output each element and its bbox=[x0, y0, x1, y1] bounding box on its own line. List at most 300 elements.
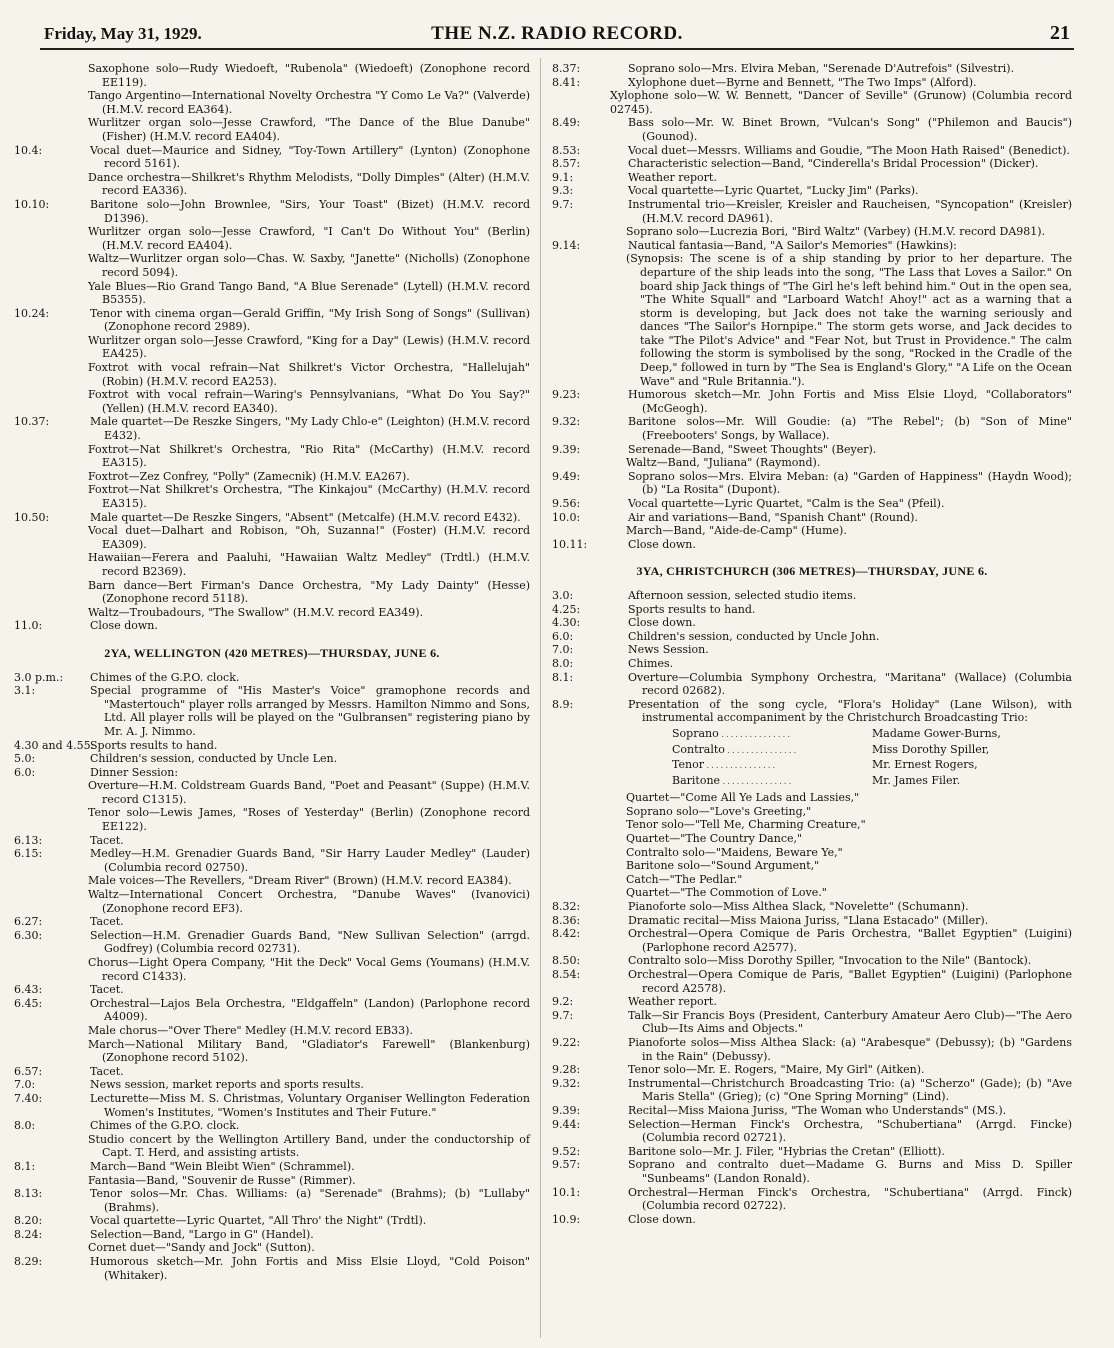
programme-entry bbox=[552, 643, 1072, 657]
programme-entry bbox=[552, 603, 1072, 617]
voice-part: Tenor . . . bbox=[672, 758, 872, 774]
entry-time: 8.36: bbox=[552, 913, 581, 927]
entry-time: 3.0 p.m.: bbox=[14, 670, 64, 684]
programme-entry bbox=[552, 657, 1072, 671]
programme-entry bbox=[552, 1158, 1072, 1185]
entry-time: 9.14: bbox=[552, 238, 581, 252]
entry-time: 7.0: bbox=[552, 643, 574, 657]
programme-entry bbox=[14, 888, 530, 915]
entry-time: 3.1: bbox=[14, 684, 36, 698]
entry-text: Humorous sketch—Mr. John Fortis and Miss Elsie Lloyd, "Cold Poison" (Whitaker). bbox=[90, 1255, 530, 1282]
entry-text: Soprano solo—Mrs. Elvira Meban, "Serenade D'Autrefois" (Silvestri). bbox=[628, 62, 1015, 75]
entry-text: Tango Argentino—International Novelty Orchestra "Y Como Le Va?" (Valverde) (H.M.V. record EA364). bbox=[88, 89, 530, 116]
programme-entry bbox=[14, 779, 530, 806]
entry-time: 6.43: bbox=[14, 983, 43, 997]
entry-text: Sports results to hand. bbox=[628, 602, 756, 616]
entry-text: Foxtrot with vocal refrain—Nat Shilkret's Victor Orchestra, "Hallelujah" (Robin) (H.M.V. record EA253). bbox=[88, 361, 530, 388]
entry-text: Wurlitzer organ solo—Jesse Crawford, "The Dance of the Blue Danube" (Fisher) (H.M.V. record EA404). bbox=[88, 116, 530, 143]
programme-entry bbox=[14, 956, 530, 983]
programme-entry bbox=[552, 968, 1072, 995]
programme-entry bbox=[14, 280, 530, 307]
entry-text: Orchestral—Lajos Bela Orchestra, "Eldgaffeln" (Landon) (Parlophone record A4009). bbox=[90, 996, 530, 1024]
programme-entry bbox=[14, 983, 530, 997]
programme-entry bbox=[552, 589, 1072, 603]
entry-time: 8.57: bbox=[552, 157, 581, 171]
programme-entry bbox=[14, 1187, 530, 1214]
3ya-listings-part1 bbox=[552, 589, 1072, 725]
entry-text: Pianoforte solo—Miss Althea Slack, "Novelette" (Schumann). bbox=[628, 900, 969, 914]
entry-time: 9.49: bbox=[552, 469, 581, 483]
entry-text: Tacet. bbox=[90, 1064, 124, 1078]
programme-entry bbox=[14, 524, 530, 551]
entry-time: 8.20: bbox=[14, 1214, 43, 1228]
entry-time: 7.40: bbox=[14, 1091, 43, 1105]
programme-entry bbox=[552, 198, 1072, 225]
entry-time: 10.10: bbox=[14, 197, 50, 211]
programme-entry bbox=[552, 873, 1072, 887]
programme-entry bbox=[552, 927, 1072, 954]
trio-cast-list bbox=[672, 727, 1072, 789]
entry-text: Vocal quartette—Lyric Quartet, "Calm is the Sea" (Pfeil). bbox=[628, 497, 945, 510]
programme-entry bbox=[14, 388, 530, 415]
programme-entry bbox=[552, 1186, 1072, 1213]
entry-text: Hawaiian—Ferera and Paaluhi, "Hawaiian Waltz Medley" (Trdtl.) (H.M.V. record B2369). bbox=[88, 551, 530, 578]
entry-text: Close down. bbox=[628, 1212, 696, 1226]
programme-entry bbox=[14, 198, 530, 225]
entry-time: 10.11: bbox=[552, 537, 588, 551]
entry-text: Foxtrot with vocal refrain—Waring's Pennsylvanians, "What Do You Say?" (Yellen) (H.M.V. record EA340). bbox=[88, 388, 530, 415]
entry-text: Nautical fantasia—Band, "A Sailor's Memories" (Hawkins): bbox=[628, 238, 957, 252]
entry-text: Presentation of the song cycle, "Flora's Holiday" (Lane Wilson), with instrumental accompaniment by the Christchurch Broadcasting Trio: bbox=[628, 697, 1072, 725]
programme-entry bbox=[14, 997, 530, 1024]
entry-time: 8.13: bbox=[14, 1187, 43, 1201]
cast-row bbox=[672, 758, 1072, 774]
entry-time: 6.15: bbox=[14, 847, 43, 861]
entry-time: 10.50: bbox=[14, 510, 50, 524]
entry-text: Children's session, conducted by Uncle John. bbox=[628, 629, 880, 643]
programme-entry bbox=[14, 1255, 530, 1282]
entry-text: Foxtrot—Nat Shilkret's Orchestra, "Rio Rita" (McCarthy) (H.M.V. record EA315). bbox=[88, 442, 530, 470]
programme-entry bbox=[14, 929, 530, 956]
singer-name: Mr. Ernest Rogers, bbox=[872, 758, 978, 772]
entry-time: 6.30: bbox=[14, 928, 43, 942]
programme-entry bbox=[14, 619, 530, 633]
programme-entry bbox=[552, 524, 1072, 538]
entry-time: 8.42: bbox=[552, 927, 581, 941]
entry-time: 10.0: bbox=[552, 510, 581, 524]
entry-time: 4.30: bbox=[552, 616, 581, 630]
programme-entry bbox=[552, 497, 1072, 511]
entry-text: News Session. bbox=[628, 643, 709, 657]
entry-time: 8.1: bbox=[552, 670, 574, 684]
programme-entry bbox=[14, 225, 530, 252]
entry-text: Barn dance—Bert Firman's Dance Orchestra, "My Lady Dainty" (Hesse) (Zonophone record 5118). bbox=[88, 578, 530, 606]
programme-entry bbox=[552, 76, 1072, 90]
programme-entry bbox=[552, 157, 1072, 171]
programme-entry bbox=[14, 1078, 530, 1092]
entry-text: Chorus—Light Opera Company, "Hit the Deck" Vocal Gems (Youmans) (H.M.V. record C1433). bbox=[88, 956, 530, 983]
entry-time: 8.29: bbox=[14, 1255, 43, 1269]
programme-entry bbox=[552, 832, 1072, 846]
programme-entry bbox=[14, 915, 530, 929]
programme-entry bbox=[14, 415, 530, 442]
entry-text: Tenor solo—Mr. E. Rogers, "Maire, My Girl" (Aitken). bbox=[628, 1063, 925, 1077]
entry-time: 6.0: bbox=[552, 629, 574, 643]
programme-entry bbox=[552, 1063, 1072, 1077]
entry-text: Orchestral—Opera Comique de Paris Orchestra, "Ballet Egyptien" (Luigini) (Parlophone record A2577). bbox=[628, 927, 1072, 954]
entry-time: 9.32: bbox=[552, 415, 581, 429]
entry-text: Quartet—"The Country Dance," bbox=[626, 832, 803, 846]
entry-text: Overture—Columbia Symphony Orchestra, "Maritana" (Wallace) (Columbia record 02682). bbox=[628, 670, 1072, 698]
voice-part: Contralto . . . bbox=[672, 743, 872, 759]
entry-time: 6.27: bbox=[14, 915, 43, 929]
programme-entry bbox=[552, 62, 1072, 76]
entry-time: 8.53: bbox=[552, 143, 581, 157]
programme-entry bbox=[14, 307, 530, 334]
entry-text: Yale Blues—Rio Grand Tango Band, "A Blue Serenade" (Lytell) (H.M.V. record B5355). bbox=[88, 279, 530, 307]
entry-text: Pianoforte solos—Miss Althea Slack: (a) "Arabesque" (Debussy); (b) "Gardens in the Rain" (Debussy). bbox=[628, 1035, 1072, 1063]
entry-time: 6.57: bbox=[14, 1064, 43, 1078]
entry-text: Soprano solo—"Love's Greeting," bbox=[626, 804, 812, 818]
entry-text: Vocal duet—Dalhart and Robison, "Oh, Suzanna!" (Foster) (H.M.V. record EA309). bbox=[88, 524, 530, 551]
programme-entry bbox=[552, 443, 1072, 457]
entry-time: 8.0: bbox=[14, 1119, 36, 1133]
entry-text: Instrumental trio—Kreisler, Kreisler and Raucheisen, "Syncopation" (Kreisler) (H.M.V. record DA961). bbox=[628, 197, 1072, 225]
programme-entry bbox=[552, 859, 1072, 873]
programme-entry bbox=[552, 89, 1072, 116]
entry-text: Quartet—"The Commotion of Love." bbox=[626, 886, 827, 900]
programme-entry bbox=[552, 1145, 1072, 1159]
entry-text: Chimes. bbox=[628, 656, 674, 670]
singer-name: Mr. James Filer. bbox=[872, 773, 961, 787]
programme-entry bbox=[14, 766, 530, 780]
entry-time: 8.37: bbox=[552, 62, 581, 75]
programme-entry bbox=[552, 1077, 1072, 1104]
entry-text: Orchestral—Opera Comique de Paris, "Ballet Egyptien" (Luigini) (Parlophone record A2578). bbox=[628, 968, 1072, 995]
entry-text: Medley—H.M. Grenadier Guards Band, "Sir Harry Lauder Medley" (Lauder) (Columbia record 02750). bbox=[90, 847, 530, 874]
entry-text: Vocal quartette—Lyric Quartet, "Lucky Jim" (Parks). bbox=[628, 184, 919, 198]
entry-time: 9.3: bbox=[552, 184, 574, 198]
programme-entry bbox=[552, 456, 1072, 470]
programme-entry bbox=[552, 470, 1072, 497]
entry-time: 6.13: bbox=[14, 833, 43, 847]
programme-entry bbox=[552, 698, 1072, 725]
programme-entry bbox=[14, 834, 530, 848]
programme-entry bbox=[552, 886, 1072, 900]
entry-text: Children's session, conducted by Uncle Len. bbox=[90, 752, 338, 766]
programme-entry bbox=[14, 62, 530, 89]
programme-entry bbox=[552, 846, 1072, 860]
programme-entry bbox=[552, 791, 1072, 805]
newspaper-title: THE N.Z. RADIO RECORD. bbox=[431, 23, 683, 44]
programme-entry bbox=[552, 671, 1072, 698]
entry-text: Quartet—"Come All Ye Lads and Lassies," bbox=[626, 791, 860, 805]
entry-time: 8.50: bbox=[552, 954, 581, 968]
singer-name: Miss Dorothy Spiller, bbox=[872, 742, 990, 756]
page-number: 21 bbox=[1050, 22, 1070, 44]
entry-time: 9.52: bbox=[552, 1144, 581, 1158]
singer-name: Madame Gower-Burns, bbox=[872, 726, 1001, 740]
entry-text: March—Band, "Aide-de-Camp" (Hume). bbox=[626, 524, 847, 538]
entry-text: Soprano and contralto duet—Madame G. Burns and Miss D. Spiller "Sunbeams" (Landon Ronald). bbox=[628, 1158, 1072, 1185]
entry-text: Dinner Session: bbox=[90, 765, 179, 779]
programme-entry bbox=[14, 252, 530, 279]
programme-entry bbox=[14, 739, 530, 753]
programme-entry bbox=[14, 684, 530, 738]
entry-text: Close down. bbox=[628, 616, 696, 630]
programme-entry bbox=[14, 847, 530, 874]
entry-text: Orchestral—Herman Finck's Orchestra, "Schubertiana" (Arrgd. Finck) (Columbia record 02722). bbox=[628, 1185, 1072, 1213]
entry-time: 8.24: bbox=[14, 1227, 43, 1241]
entry-time: 9.32: bbox=[552, 1076, 581, 1090]
entry-time: 9.57: bbox=[552, 1158, 581, 1172]
programme-entry bbox=[14, 334, 530, 361]
entry-text: Baritone solo—Mr. J. Filer, "Hybrias the Cretan" (Elliott). bbox=[628, 1144, 945, 1158]
entry-text: Tenor solo—"Tell Me, Charming Creature," bbox=[626, 818, 866, 832]
entry-text: Instrumental—Christchurch Broadcasting Trio: (a) "Scherzo" (Gade); (b) "Ave Maris Stella" (Grieg); (c) "One Spring Morning" (Lind). bbox=[628, 1076, 1072, 1104]
entry-text: Tacet. bbox=[90, 833, 124, 847]
entry-text: Soprano solos—Mrs. Elvira Meban: (a) "Garden of Happiness" (Haydn Wood); (b) "La Rosita" (Dupont). bbox=[628, 469, 1072, 497]
entry-time: 10.37: bbox=[14, 415, 50, 429]
entry-text: Overture—H.M. Coldstream Guards Band, "Poet and Peasant" (Suppe) (H.M.V. record C1315). bbox=[88, 779, 530, 806]
entry-text: Contralto solo—Miss Dorothy Spiller, "Invocation to the Nile" (Bantock). bbox=[628, 954, 1032, 968]
entry-time: 9.39: bbox=[552, 1103, 581, 1117]
programme-entry bbox=[14, 1228, 530, 1242]
programme-entry bbox=[14, 1133, 530, 1160]
entry-text: Lecturette—Miss M. S. Christmas, Voluntary Organiser Wellington Federation Women's Institutes, "Women's Institutes and Their Future." bbox=[90, 1091, 530, 1119]
programme-entry bbox=[552, 511, 1072, 525]
entry-time: 9.23: bbox=[552, 388, 581, 402]
station-heading-2ya: 2YA, WELLINGTON (420 METRES)—THURSDAY, JUNE 6. bbox=[104, 645, 440, 660]
entry-time: 8.0: bbox=[552, 656, 574, 670]
programme-entry bbox=[552, 538, 1072, 552]
programme-entry bbox=[552, 1118, 1072, 1145]
programme-entry bbox=[552, 630, 1072, 644]
entry-time: 9.44: bbox=[552, 1117, 581, 1131]
programme-entry bbox=[14, 579, 530, 606]
programme-entry bbox=[552, 616, 1072, 630]
entry-text: Xylophone solo—W. W. Bennett, "Dancer of Seville" (Grunow) (Columbia record 02745). bbox=[610, 89, 1072, 116]
2ya-listings bbox=[14, 671, 530, 1283]
entry-time: 10.1: bbox=[552, 1185, 581, 1199]
entry-text: News session, market reports and sports results. bbox=[90, 1078, 364, 1092]
entry-text: March—National Military Band, "Gladiator's Farewell" (Blankenburg) (Zonophone record 5102). bbox=[88, 1037, 530, 1065]
entry-time: 10.24: bbox=[14, 306, 50, 320]
programme-entry bbox=[14, 806, 530, 833]
entry-text: Tenor with cinema organ—Gerald Griffin, "My Irish Song of Songs" (Sullivan) (Zonophone record 2989). bbox=[90, 306, 530, 334]
entry-text: Characteristic selection—Band, "Cinderella's Bridal Procession" (Dicker). bbox=[628, 157, 1039, 171]
programme-entry bbox=[552, 900, 1072, 914]
programme-entry bbox=[14, 1119, 530, 1133]
issue-date: Friday, May 31, 1929. bbox=[44, 24, 202, 43]
entry-time: 9.22: bbox=[552, 1035, 581, 1049]
entry-text: Weather report. bbox=[628, 995, 717, 1009]
entry-text: Sports results to hand. bbox=[90, 738, 218, 752]
programme-entry bbox=[552, 144, 1072, 158]
programme-entry bbox=[14, 752, 530, 766]
entry-time: 7.0: bbox=[14, 1078, 36, 1092]
entry-text: Waltz—Wurlitzer organ solo—Chas. W. Saxby, "Janette" (Nicholls) (Zonophone record 5094). bbox=[88, 252, 530, 279]
1ya-continued-listings bbox=[14, 62, 530, 633]
column-divider bbox=[540, 58, 541, 1338]
entry-text: Tenor solos—Mr. Chas. Williams: (a) "Serenade" (Brahms); (b) "Lullaby" (Brahms). bbox=[90, 1187, 530, 1214]
entry-text: Waltz—International Concert Orchestra, "Danube Waves" (Ivanovici) (Zonophone record EF3). bbox=[88, 888, 530, 915]
entry-time: 8.32: bbox=[552, 900, 581, 914]
programme-entry bbox=[552, 252, 1072, 388]
entry-text: Close down. bbox=[628, 537, 696, 551]
voice-part: Baritone . . . bbox=[672, 774, 872, 790]
entry-text: Weather report. bbox=[628, 170, 717, 184]
programme-entry bbox=[552, 914, 1072, 928]
programme-entry bbox=[552, 1036, 1072, 1063]
entry-time: 8.1: bbox=[14, 1159, 36, 1173]
programme-entry bbox=[552, 1009, 1072, 1036]
entry-text: Vocal quartette—Lyric Quartet, "All Thro' the Night" (Trdtl). bbox=[90, 1214, 427, 1228]
entry-time: 8.9: bbox=[552, 697, 574, 711]
programme-entry bbox=[552, 805, 1072, 819]
entry-text: Cornet duet—"Sandy and Jock" (Sutton). bbox=[88, 1241, 315, 1255]
entry-text: Chimes of the G.P.O. clock. bbox=[90, 1119, 240, 1133]
entry-time: 10.9: bbox=[552, 1212, 581, 1226]
programme-entry bbox=[14, 443, 530, 470]
entry-time: 9.39: bbox=[552, 442, 581, 456]
programme-entry bbox=[14, 874, 530, 888]
entry-text: Tacet. bbox=[90, 983, 124, 997]
programme-entry bbox=[14, 1214, 530, 1228]
entry-time: 8.41: bbox=[552, 75, 581, 89]
entry-text: Bass solo—Mr. W. Binet Brown, "Vulcan's Song" ("Philemon and Baucis") (Gounod). bbox=[628, 116, 1072, 143]
voice-part: Soprano . . . bbox=[672, 727, 872, 743]
entry-text: Male quartet—De Reszke Singers, "Absent" (Metcalfe) (H.M.V. record E432). bbox=[90, 510, 521, 524]
entry-time: 10.4: bbox=[14, 143, 43, 157]
entry-text: Male voices—The Revellers, "Dream River" (Brown) (H.M.V. record EA384). bbox=[88, 874, 512, 888]
programme-entry bbox=[14, 1065, 530, 1079]
entry-text: Wurlitzer organ solo—Jesse Crawford, "I Can't Do Without You" (Berlin) (H.M.V. record EA404). bbox=[88, 225, 530, 252]
programme-entry bbox=[14, 671, 530, 685]
entry-text: Dramatic recital—Miss Maiona Juriss, "Llana Estacado" (Miller). bbox=[628, 913, 989, 927]
programme-entry bbox=[552, 954, 1072, 968]
programme-entry bbox=[14, 1024, 530, 1038]
entry-time: 9.28: bbox=[552, 1063, 581, 1077]
entry-time: 3.0: bbox=[552, 588, 574, 602]
entry-text: Talk—Sir Francis Boys (President, Canterbury Amateur Aero Club)—"The Aero Club—Its Aims and Objects." bbox=[628, 1008, 1072, 1036]
entry-text: Baritone solos—Mr. Will Goudie: (a) "The Rebel"; (b) "Son of Mine" (Freebooters' Songs, by Wallace). bbox=[628, 415, 1072, 443]
programme-entry bbox=[552, 995, 1072, 1009]
entry-text: Waltz—Band, "Juliana" (Raymond). bbox=[626, 456, 821, 470]
entry-text: Humorous sketch—Mr. John Fortis and Miss Elsie Lloyd, "Collaborators" (McGeogh). bbox=[628, 388, 1072, 415]
entry-time: 6.45: bbox=[14, 996, 43, 1010]
programme-entry bbox=[552, 239, 1072, 253]
masthead bbox=[40, 20, 1074, 50]
entry-time: 9.7: bbox=[552, 1008, 574, 1022]
programme-entry bbox=[552, 1104, 1072, 1118]
entry-time: 5.0: bbox=[14, 752, 36, 766]
programme-entry bbox=[14, 1038, 530, 1065]
entry-text: Air and variations—Band, "Spanish Chant" (Round). bbox=[628, 510, 918, 524]
entry-time: 9.7: bbox=[552, 197, 574, 211]
entry-text: Serenade—Band, "Sweet Thoughts" (Beyer). bbox=[628, 442, 877, 456]
programme-entry bbox=[14, 1160, 530, 1174]
2ya-continued-listings bbox=[552, 62, 1072, 551]
entry-text: Waltz—Troubadours, "The Swallow" (H.M.V. record EA349). bbox=[88, 605, 424, 619]
programme-entry bbox=[14, 1092, 530, 1119]
programme-entry bbox=[14, 116, 530, 143]
entry-text: Selection—H.M. Grenadier Guards Band, "New Sullivan Selection" (arrgd. Godfrey) (Columbia record 02731). bbox=[90, 928, 530, 956]
programme-entry bbox=[14, 483, 530, 510]
left-column bbox=[14, 62, 530, 1282]
programme-entry bbox=[14, 511, 530, 525]
cast-row bbox=[672, 743, 1072, 759]
programme-entry bbox=[552, 116, 1072, 143]
entry-text: Recital—Miss Maiona Juriss, "The Woman who Understands" (MS.). bbox=[628, 1103, 1007, 1117]
programme-entry bbox=[14, 606, 530, 620]
entry-text: (Synopsis: The scene is of a ship standing by prior to her departure. The departure of the ship leads into the song, "The Lass that Loves a Sailor." On board ship Jack things of "The Girl he's left behind him." Out in the open sea, "The White Squall" and "Larboard Watch! Ahoy!" act as a warning that a storm is developing, but Jack does not take the warning seriously and dances "The Sailor's Hornpipe." The storm gets worse, and Jack decides to take "The Pilot's Advice" and "Fear Not, but Trust in Providence." The calm following the storm is symbolised by the song, "Rocked in the Cradle of the Deep," followed in turn by "The Sea is England's Glory," "A Life on the Ocean Wave" and "Rule Britannia."). bbox=[626, 252, 1072, 388]
entry-text: Studio concert by the Wellington Artillery Band, under the conductorship of Capt. T. Herd, and assisting artists. bbox=[88, 1132, 530, 1160]
programme-entry bbox=[552, 171, 1072, 185]
entry-text: March—Band "Wein Bleibt Wien" (Schrammel). bbox=[90, 1159, 355, 1173]
programme-entry bbox=[552, 184, 1072, 198]
right-column bbox=[552, 62, 1072, 1226]
entry-text: Fantasia—Band, "Souvenir de Russe" (Rimmer). bbox=[88, 1173, 356, 1187]
cast-row bbox=[672, 727, 1072, 743]
programme-entry bbox=[14, 144, 530, 171]
programme-entry bbox=[552, 1213, 1072, 1227]
entry-text: Afternoon session, selected studio items. bbox=[628, 588, 857, 602]
entry-time: 9.56: bbox=[552, 497, 581, 510]
entry-text: Tenor solo—Lewis James, "Roses of Yesterday" (Berlin) (Zonophone record EE122). bbox=[88, 806, 530, 834]
entry-text: Soprano solo—Lucrezia Bori, "Bird Waltz" (Varbey) (H.M.V. record DA981). bbox=[626, 225, 1046, 239]
entry-time: 8.54: bbox=[552, 968, 581, 981]
entry-text: Special programme of "His Master's Voice" gramophone records and "Mastertouch" player rolls arranged by Messrs. Hamilton Nimmo and Sons, Ltd. All player rolls will be played on the "Gulbransen" registering piano by Mr. A. J. Nimmo. bbox=[90, 684, 530, 738]
entry-text: Foxtrot—Zez Confrey, "Polly" (Zamecnik) (H.M.V. EA267). bbox=[88, 469, 410, 483]
programme-entry bbox=[552, 388, 1072, 415]
entry-text: Vocal duet—Messrs. Williams and Goudie, "The Moon Hath Raised" (Benedict). bbox=[628, 143, 1070, 157]
entry-time: 6.0: bbox=[14, 765, 36, 779]
entry-time: 8.49: bbox=[552, 116, 581, 130]
programme-entry bbox=[14, 361, 530, 388]
programme-entry bbox=[14, 470, 530, 484]
programme-entry bbox=[14, 89, 530, 116]
entry-text: Wurlitzer organ solo—Jesse Crawford, "King for a Day" (Lewis) (H.M.V. record EA425). bbox=[88, 333, 530, 361]
entry-text: Male quartet—De Reszke Singers, "My Lady Chlo-e" (Leighton) (H.M.V. record E432). bbox=[90, 415, 530, 443]
entry-text: Xylophone duet—Byrne and Bennett, "The Two Imps" (Alford). bbox=[628, 75, 977, 89]
entry-text: Saxophone solo—Rudy Wiedoeft, "Rubenola" (Wiedoeft) (Zonophone record EE119). bbox=[88, 62, 530, 89]
entry-text: Male chorus—"Over There" Medley (H.M.V. record EB33). bbox=[88, 1023, 413, 1037]
entry-text: Baritone solo—"Sound Argument," bbox=[626, 859, 820, 873]
programme-entry bbox=[552, 225, 1072, 239]
entry-text: Baritone solo—John Brownlee, "Sirs, Your Toast" (Bizet) (H.M.V. record D1396). bbox=[90, 197, 530, 225]
entry-time: 4.30 and 4.55: bbox=[14, 738, 95, 752]
programme-entry bbox=[14, 1174, 530, 1188]
entry-text: Dance orchestra—Shilkret's Rhythm Melodists, "Dolly Dimples" (Alter) (H.M.V. record EA336). bbox=[88, 170, 530, 198]
entry-text: Catch—"The Pedlar." bbox=[626, 872, 743, 886]
programme-entry bbox=[552, 818, 1072, 832]
entry-time: 9.1: bbox=[552, 170, 574, 184]
entry-text: Vocal duet—Maurice and Sidney, "Toy-Town Artillery" (Lynton) (Zonophone record 5161). bbox=[90, 143, 530, 171]
entry-text: Chimes of the G.P.O. clock. bbox=[90, 670, 240, 684]
entry-text: Selection—Herman Finck's Orchestra, "Schubertiana" (Arrgd. Fincke) (Columbia record 02721). bbox=[628, 1117, 1072, 1145]
entry-time: 11.0: bbox=[14, 619, 43, 633]
entry-time: 9.2: bbox=[552, 995, 574, 1009]
entry-time: 4.25: bbox=[552, 602, 581, 616]
3ya-listings-part2 bbox=[552, 791, 1072, 1226]
entry-text: Foxtrot—Nat Shilkret's Orchestra, "The Kinkajou" (McCarthy) (H.M.V. record EA315). bbox=[88, 483, 530, 510]
entry-text: Tacet. bbox=[90, 915, 124, 929]
cast-row bbox=[672, 774, 1072, 790]
station-heading-3ya: 3YA, CHRISTCHURCH (306 METRES)—THURSDAY, JUNE 6. bbox=[636, 564, 988, 579]
entry-text: Selection—Band, "Largo in G" (Handel). bbox=[90, 1227, 314, 1241]
programme-entry bbox=[14, 171, 530, 198]
